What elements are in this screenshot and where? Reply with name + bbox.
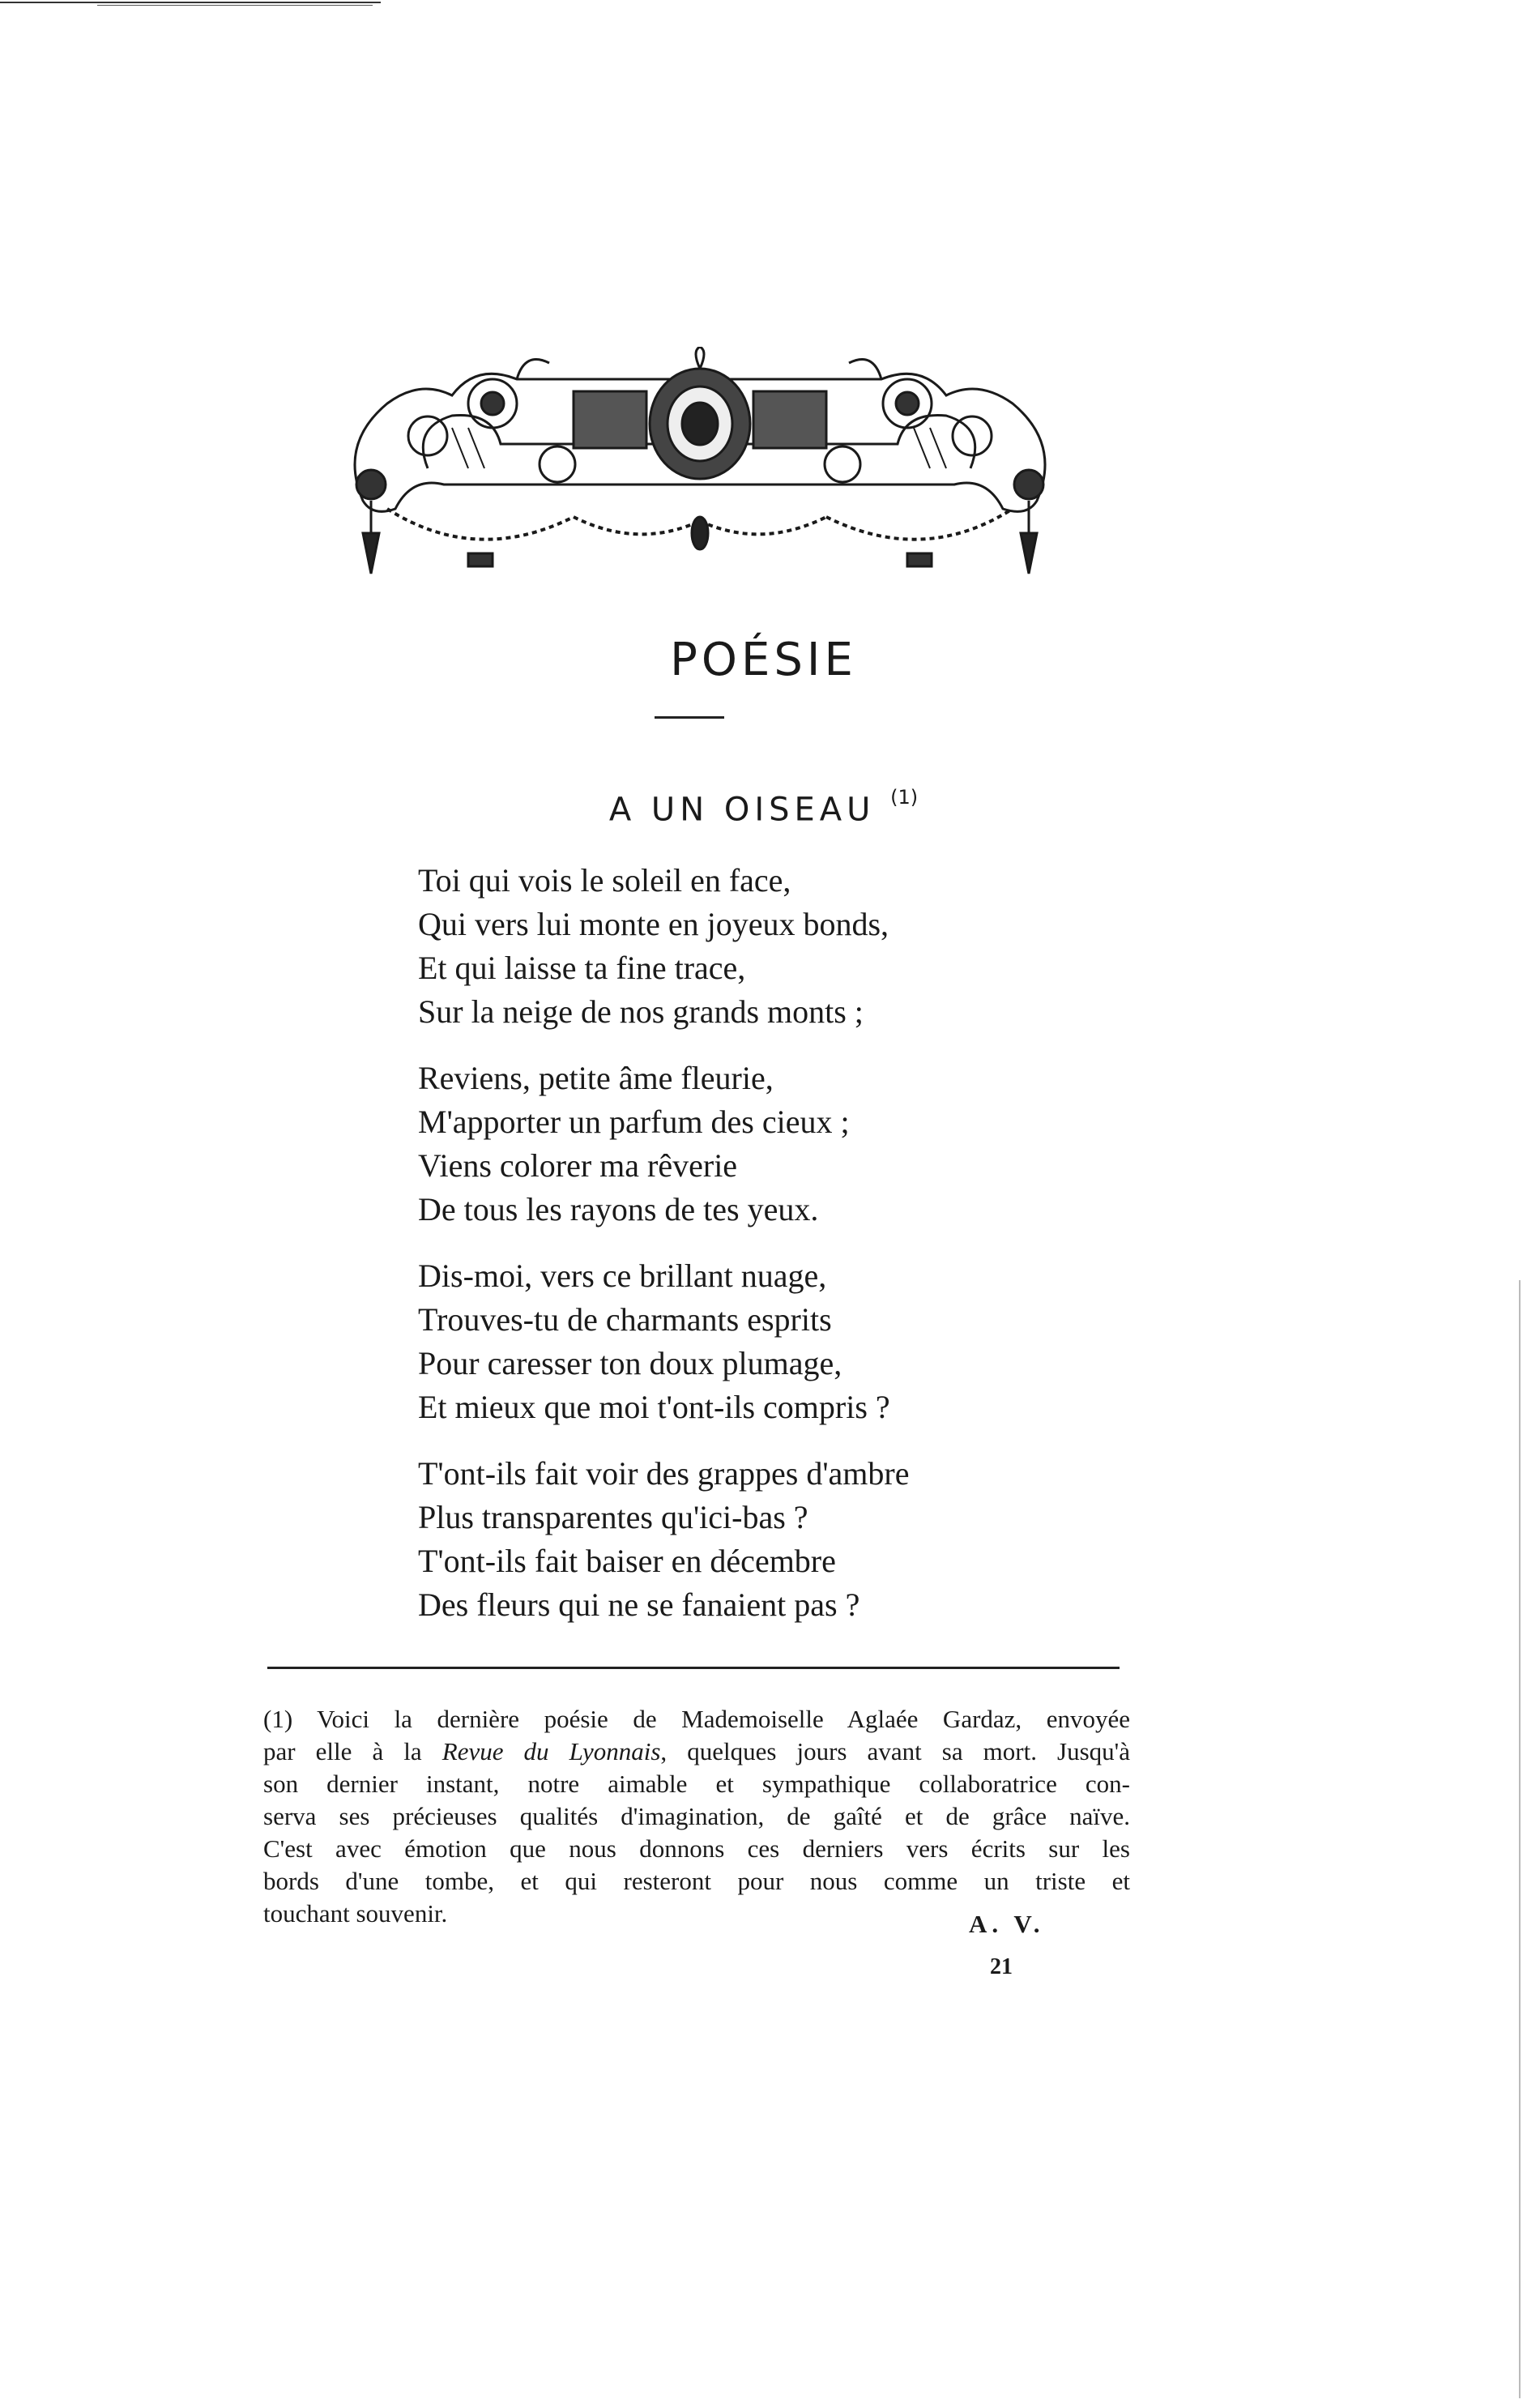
stanza bbox=[418, 1452, 909, 1627]
stanza bbox=[418, 859, 909, 1034]
verse: Reviens, petite âme fleurie, bbox=[418, 1060, 774, 1096]
verse: Et mieux que moi t'ont-ils compris ? bbox=[418, 1389, 890, 1425]
footnote-line: serva ses précieuses qualités d'imagination, de gaîté et de grâce naïve. bbox=[263, 1802, 1130, 1830]
verse: M'apporter un parfum des cieux ; bbox=[418, 1104, 850, 1140]
footnote bbox=[263, 1703, 1130, 1930]
verse: Qui vers lui monte en joyeux bonds, bbox=[418, 906, 889, 942]
verse: Trouves-tu de charmants esprits bbox=[418, 1301, 832, 1338]
poem-title-text: A UN OISEAU bbox=[608, 791, 876, 829]
verse: T'ont-ils fait voir des grappes d'ambre bbox=[418, 1455, 910, 1492]
ornamental-headpiece bbox=[331, 347, 1069, 598]
poem bbox=[418, 859, 909, 1650]
footnote-rule bbox=[267, 1667, 1120, 1669]
footnote-line: son dernier instant, notre aimable et sympathique collaboratrice con- bbox=[263, 1770, 1130, 1798]
footnote-line bbox=[263, 1736, 1130, 1768]
stanza bbox=[418, 1254, 909, 1429]
scan-edge-line bbox=[1519, 1280, 1521, 2398]
heading-rule bbox=[655, 716, 724, 719]
stanza bbox=[418, 1057, 909, 1232]
verse: De tous les rayons de tes yeux. bbox=[418, 1191, 819, 1227]
verse: Et qui laisse ta fine trace, bbox=[418, 950, 746, 986]
poem-title bbox=[0, 786, 1527, 829]
verse: T'ont-ils fait baiser en décembre bbox=[418, 1543, 836, 1579]
journal-title: Revue du Lyonnais bbox=[441, 1737, 661, 1765]
verse: Pour caresser ton doux plumage, bbox=[418, 1345, 842, 1381]
verse: Plus transparentes qu'ici-bas ? bbox=[418, 1499, 808, 1535]
scan-edge-line bbox=[97, 5, 373, 6]
section-heading: POÉSIE bbox=[670, 634, 857, 686]
scan-edge-line bbox=[0, 2, 381, 3]
verse: Dis-moi, vers ce brillant nuage, bbox=[418, 1257, 827, 1294]
footnote-line: C'est avec émotion que nous donnons ces derniers vers écrits sur les bbox=[263, 1834, 1130, 1863]
footnote-marker: (1) bbox=[890, 786, 919, 809]
footnote-line: bords d'une tombe, et qui resteront pour nous comme un triste et bbox=[263, 1867, 1130, 1895]
verse: Toi qui vois le soleil en face, bbox=[418, 862, 791, 899]
verse: Sur la neige de nos grands monts ; bbox=[418, 993, 864, 1030]
verse: Des fleurs qui ne se fanaient pas ? bbox=[418, 1586, 860, 1623]
page-number: 21 bbox=[990, 1954, 1013, 1979]
verse: Viens colorer ma rêverie bbox=[418, 1147, 738, 1184]
footnote-text: par elle à la bbox=[263, 1737, 442, 1765]
footnote-signature: A. V. bbox=[969, 1910, 1045, 1938]
footnote-text: , quelques jours avant sa mort. Jusqu'à bbox=[660, 1737, 1131, 1765]
footnote-line: touchant souvenir. bbox=[263, 1899, 448, 1928]
footnote-line: (1) Voici la dernière poésie de Mademoiselle Aglaée Gardaz, envoyée bbox=[263, 1705, 1130, 1733]
